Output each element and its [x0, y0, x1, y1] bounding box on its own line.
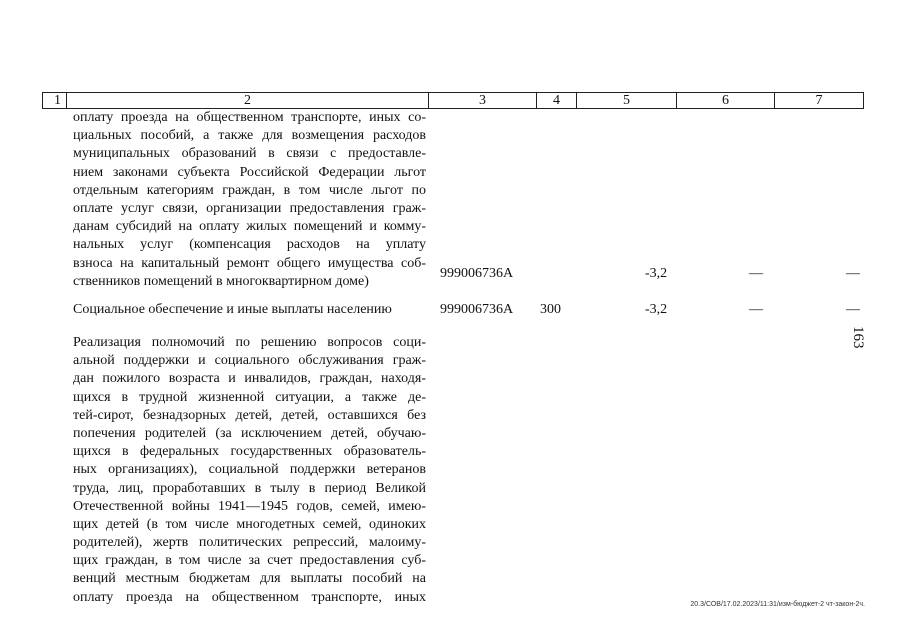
- row-description-3: [73, 334, 426, 607]
- text-line: циальных пособий, а также для возмещения расходов: [73, 128, 426, 144]
- text-line: венций местным бюджетам для выплаты пособий на: [73, 571, 426, 587]
- row2-col7: —: [846, 302, 860, 317]
- header-col-4: 4: [537, 93, 577, 108]
- header-col-5: 5: [577, 93, 677, 108]
- text-line: тей-сирот, безнадзорных детей, детей, оставшихся без: [73, 407, 426, 423]
- document-footer: 20.3/СОВ/17.02.2023/11:31/изм-бюджет-2 чт-закон-2ч.: [690, 601, 865, 608]
- text-line: попечения родителей (за исключением детей, обучаю-: [73, 425, 426, 441]
- text-line: щих граждан, в том числе за счет предоставления суб-: [73, 553, 426, 569]
- text-line: оплату проезда на общественном транспорте, иных: [73, 589, 426, 605]
- header-col-6: 6: [677, 93, 775, 108]
- text-line: родителей), жертв политических репрессий, малоиму-: [73, 535, 426, 551]
- text-line: труда, лиц, проработавших в тылу в период Великой: [73, 480, 426, 496]
- header-col-7: 7: [815, 93, 823, 108]
- row1-col7: —: [846, 266, 860, 281]
- page-number: 163: [850, 326, 866, 349]
- text-line: данам субсидий на оплату жилых помещений и комму-: [73, 219, 426, 235]
- row1-col5: -3,2: [645, 266, 668, 281]
- text-line: взноса на капитальный ремонт общего имущества соб-: [73, 255, 426, 271]
- text-line: Реализация полномочий по решению вопросов соци-: [73, 335, 426, 350]
- row2-col5: -3,2: [645, 302, 668, 317]
- text-line: оплате услуг связи, организации предоставления граж-: [73, 200, 426, 216]
- text-line: оплату проезда на общественном транспорте, иных со-: [73, 110, 426, 125]
- row2-col6: —: [749, 302, 763, 317]
- text-line: щих детей (в том числе многодетных семей, одиноких: [73, 516, 426, 532]
- row1-col6: —: [749, 266, 763, 281]
- row2-code: 999006736А: [440, 302, 514, 317]
- row2-description: Социальное обеспечение и иные выплаты населению: [73, 302, 392, 317]
- text-line: нием законами субъекта Российской Федерации льгот: [73, 164, 426, 180]
- text-line: отдельным категориям граждан, в том числе льгот по: [73, 182, 426, 198]
- header-col-2: 2: [67, 93, 429, 108]
- text-line: щихся в федеральных государственных образователь-: [73, 444, 426, 460]
- row1-code: 999006736А: [440, 266, 514, 281]
- header-col-3: 3: [429, 93, 537, 108]
- text-line: муниципальных образований в связи с предоставле-: [73, 146, 426, 162]
- text-line: альной поддержки и социального обслуживания граж-: [73, 353, 426, 369]
- header-col-1: 1: [43, 93, 67, 108]
- text-line: нальных услуг (компенсация расходов на уплату: [73, 237, 426, 253]
- text-line: щихся в трудной жизненной ситуации, а также де-: [73, 389, 426, 405]
- text-line: дан пожилого возраста и инвалидов, граждан, находя-: [73, 371, 426, 387]
- text-line: ных организациях), социальной поддержки ветеранов: [73, 462, 426, 478]
- text-line: Отечественной войны 1941—1945 годов, семей, имею-: [73, 498, 426, 514]
- row2-col4: 300: [540, 302, 561, 317]
- table-header-row: [42, 92, 864, 109]
- row-description-1: [73, 109, 426, 291]
- text-line: ственников помещений в многоквартирном доме): [73, 273, 369, 289]
